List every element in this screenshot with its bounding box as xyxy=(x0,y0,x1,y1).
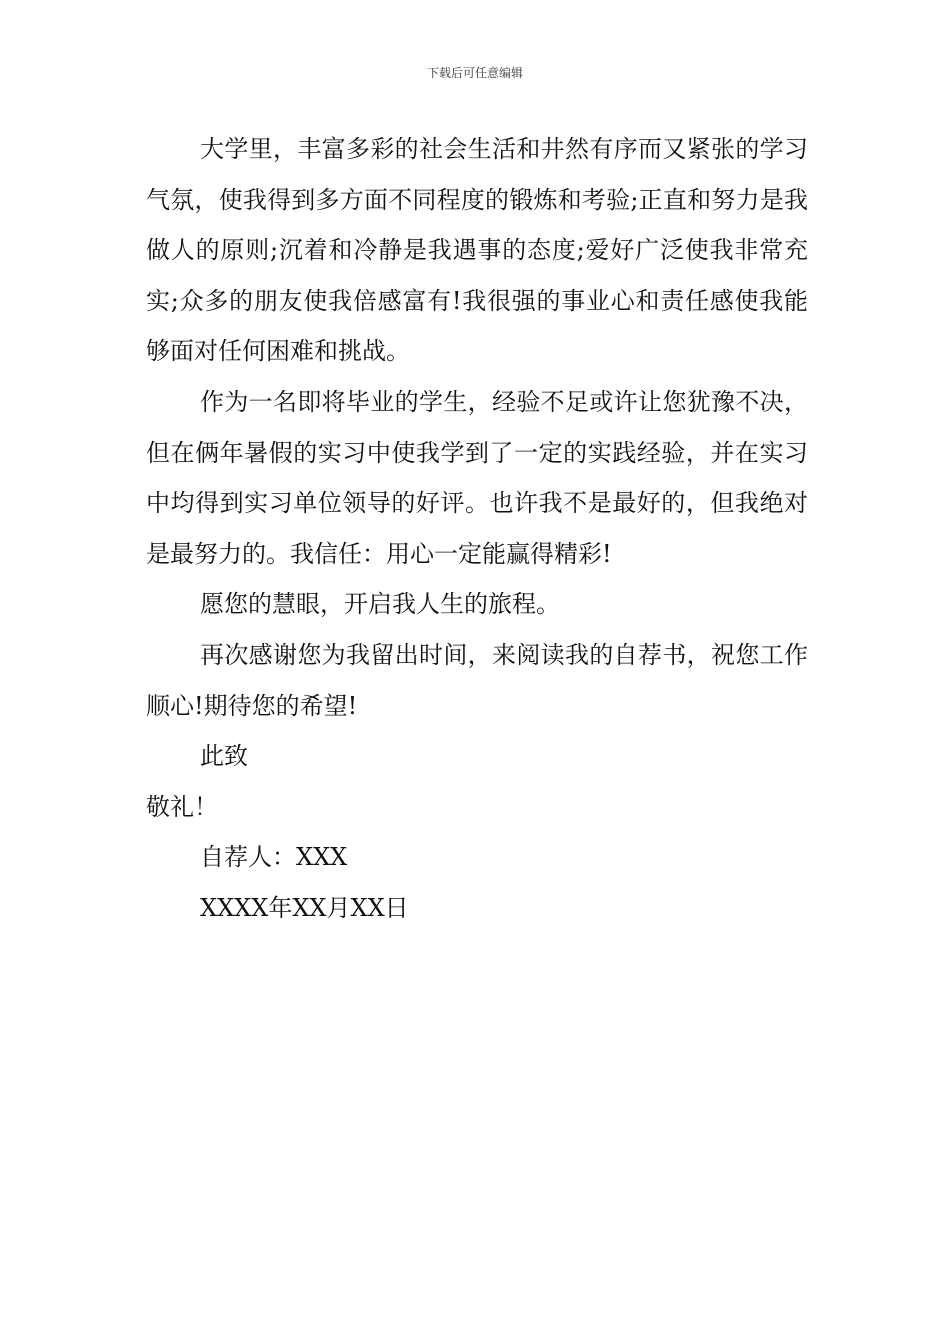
closing-respect: 敬礼！ xyxy=(146,792,218,821)
letter-paragraph: 大学里，丰富多彩的社会生活和井然有序而又紧张的学习气氛，使我得到多方面不同程度的锻炼和考验;正直和努力是我做人的原则;沉着和冷静是我遇事的态度;爱好广泛使我非常充实;众多的朋友使我倍感富有!我很强的事业心和责任感使我能够面对任何困难和挑战。 xyxy=(146,135,808,366)
page-header-note: 下载后可任意编辑 xyxy=(426,66,523,80)
closing-salutation: 此致 xyxy=(200,742,248,771)
letter-paragraph: 作为一名即将毕业的学生，经验不足或许让您犹豫不决，但在俩年暑假的实习中使我学到了一定的实践经验，并在实习中均得到实习单位领导的好评。也许我不是最好的，但我绝对是最努力的。我信任：用心一定能赢得精彩! xyxy=(146,387,808,568)
letter-paragraph: 愿您的慧眼，开启我人生的旅程。 xyxy=(200,590,560,619)
letter-body xyxy=(146,124,808,934)
signature-line: 自荐人：XXX xyxy=(200,843,348,872)
letter-paragraph: 再次感谢您为我留出时间，来阅读我的自荐书，祝您工作顺心!期待您的希望! xyxy=(146,640,808,720)
date-line: XXXX年XX月XX日 xyxy=(200,893,409,922)
